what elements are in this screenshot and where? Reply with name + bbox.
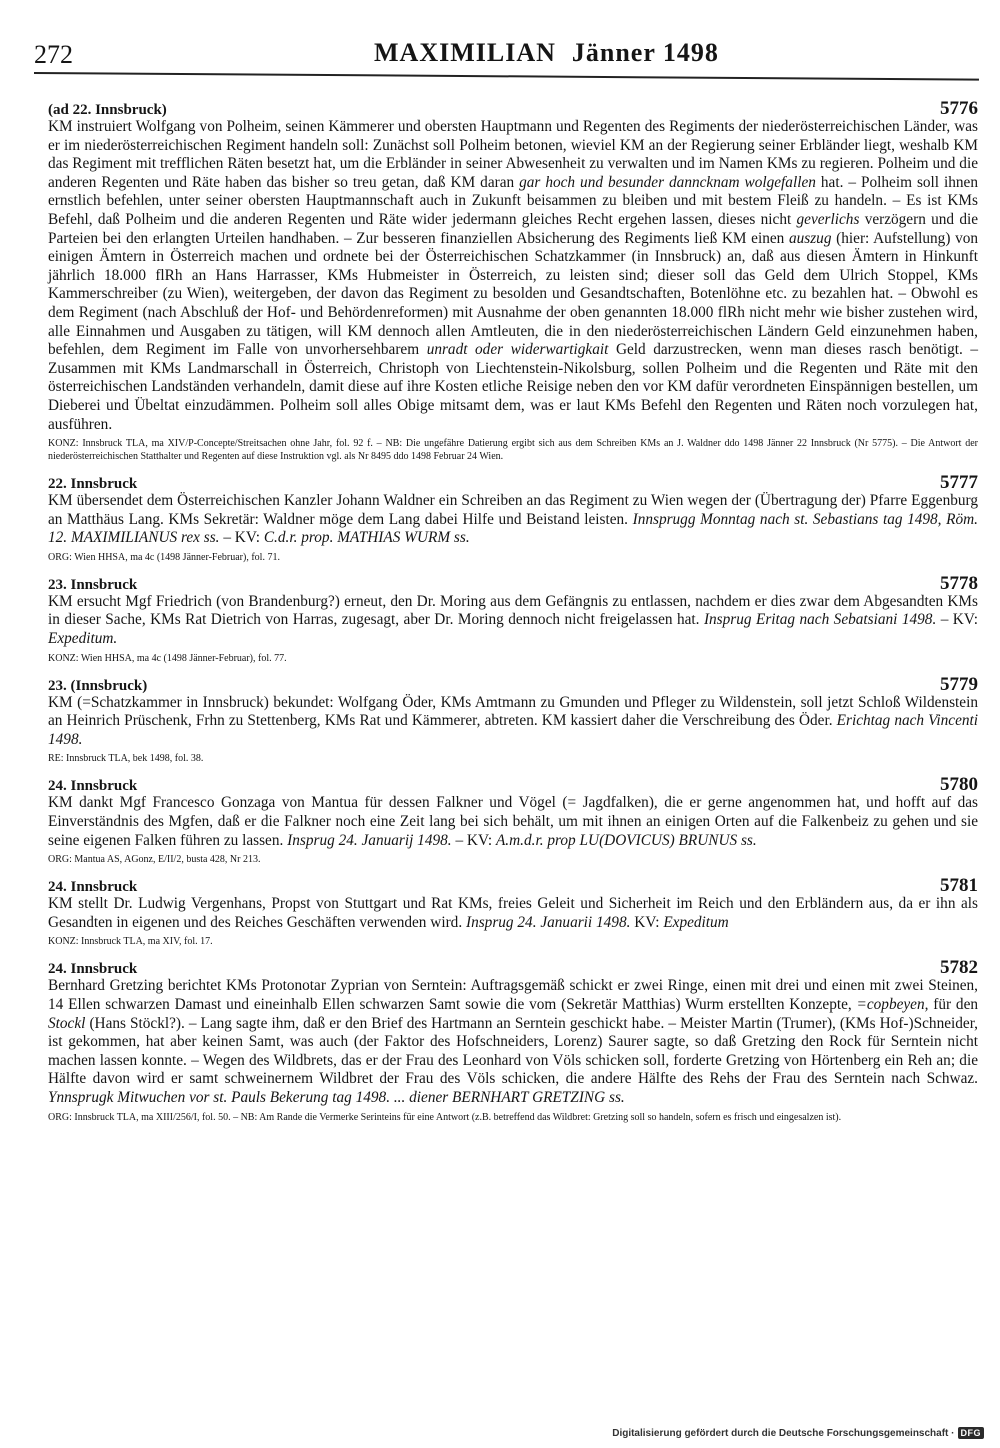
entry-heading <box>48 98 978 118</box>
entry-heading <box>48 573 978 593</box>
regest-entry-5777 <box>48 472 978 564</box>
entry-heading <box>48 875 978 895</box>
page-number: 272 <box>34 40 73 69</box>
entry-quote: Stockl <box>48 1014 86 1032</box>
entry-text-part: KM dankt Mgf Francesco Gonzaga von Mantua für dessen Falkner und Vögel (= Jagdfalken), die er gerne angenommen hat, und hofft auf das Einverständnis des Mgfen, daß er die Falkner noch eine Zeit lang bei sich behält, um mit ihnen an einigen Orten auf die Falkenbeiz zu gehen und sie seine eigenen Falken führen zu lassen. <box>48 794 978 849</box>
entry-quote: unradt oder widerwartigkait <box>426 341 609 359</box>
page-header <box>34 38 979 72</box>
entry-date-place: 24. Innsbruck <box>48 961 138 978</box>
kv-note: Expeditum. <box>48 630 118 648</box>
entry-heading <box>48 674 978 694</box>
entry-text-part: hat. – Polheim soll ihnen ernstlich befehlen, unter seiner obersten Hauptmannschaft auch in Zukunft beisammen zu bleiben und mit bestem Fleiß zu handeln. – Es ist KMs Befehl, daß Polheim und die anderen Regenten und Räte wider jedermann gleiches Recht ergehen lassen, dieses nicht <box>48 173 978 228</box>
credit-text: Digitalisierung gefördert durch die Deutsche Forschungsgemeinschaft · <box>612 1427 955 1439</box>
source-note: KONZ: Innsbruck TLA, ma XIV, fol. 17. <box>48 936 213 948</box>
entry-text-part: für den <box>933 996 979 1013</box>
entry-quote: gar hoch und besunder danncknam wolgefallen <box>519 173 816 191</box>
running-head-title: MAXIMILIAN <box>374 38 556 67</box>
regest-list <box>48 98 978 1133</box>
entry-date-place: 22. Innsbruck <box>48 476 138 493</box>
source-note: KONZ: Wien HHSA, ma 4c (1498 Jänner-Februar), fol. 77. <box>48 652 287 664</box>
header-rule <box>34 72 979 81</box>
entry-text-part: KM stellt Dr. Ludwig Vergenhans, Propst von Stuttgart und Rat KMs, freies Geleit und Sicherheit im Reich und den Erbländern aus, da er ihn als Gesandten in eigenen und des Reiches Geschäften verwenden wird. <box>48 895 978 931</box>
source-note: ORG: Innsbruck TLA, ma XIII/256/I, fol. 50. – NB: Am Rande die Vermerke Serinteins für eine Antwort (z.B. betreffend das Wildbret: Gretzing soll so handeln, sofern es frisch und eingesalzen ist). <box>48 1111 842 1123</box>
entry-text-part: KM instruiert Wolfgang von Polheim, seinen Kämmerer und obersten Hauptmann und Regenten des Regiments der niederösterreichischen Länder, was er im niederösterreichischen Regiment handeln soll: Zunächst soll Polheim betonen, wieviel KM an der Regierung seiner Erbländer liegt, weshalb KM das Regiment mit trefflichen Räten besetzt hat, um die Erbländer in seiner Abwesenheit zu verwalten und im Namen KMs zu regieren. Polheim und die anderen Regenten und Räte haben das bisher so treu getan, daß KM daran <box>48 118 978 191</box>
entry-text <box>48 895 978 932</box>
entry-text <box>48 118 978 434</box>
kv-label: – KV: <box>940 611 979 629</box>
source-note: RE: Innsbruck TLA, bek 1498, fol. 38. <box>48 753 204 765</box>
entry-dating: Erichtag nach Vincenti 1498. <box>48 712 979 748</box>
entry-heading <box>48 774 978 794</box>
kv-note: Expeditum <box>663 913 729 931</box>
regest-entry-5778 <box>48 573 978 665</box>
regest-entry-5780 <box>48 774 978 866</box>
source-note: KONZ: Innsbruck TLA, ma XIV/P-Concepte/Streitsachen ohne Jahr, fol. 92 f. – NB: Die ungefähre Datierung ergibt sich aus dem Schreiben KMs an J. Waldner ddo 1498 Jänner 22 Innsbruck (Nr 5775). – Die Antwort der niederösterreichischen Statthalter und Regenten auf diese Instruktion vgl. als Nr 8495 ddo 1498 Februar 24 Wien. <box>48 438 978 463</box>
kv-label: – KV: <box>223 529 261 547</box>
entry-number: 5781 <box>940 875 978 897</box>
regest-entry-5781 <box>48 875 978 948</box>
entry-date-place: 24. Innsbruck <box>48 778 138 795</box>
entry-number: 5778 <box>940 572 978 594</box>
entry-number: 5780 <box>940 774 978 796</box>
entry-text <box>48 593 978 649</box>
running-head-date: Jänner 1498 <box>571 38 719 67</box>
entry-text <box>48 794 978 850</box>
entry-text-part: KM ersucht Mgf Friedrich (von Brandenburg?) erneut, den Dr. Moring aus dem Gefängnis zu entlassen, nachdem er dies zwar dem Abgesandten KMs in dieser Sache, KMs Rat Dietrich von Harras, zugesagt, aber Dr. Moring dennoch nicht freigelassen hat. <box>48 592 978 629</box>
digitization-credit <box>612 1427 984 1439</box>
entry-dating: Insprug Eritag nach Sebatsiani 1498. <box>703 611 937 629</box>
regest-entry-5779 <box>48 674 978 766</box>
entry-quote: =copbeyen, <box>856 996 929 1013</box>
entry-text-part: (Hans Stöckl?). – Lang sagte ihm, daß er den Brief des Hartmann an Serntein geschickt habe. – Meister Martin (Trumer), (KMs Hof-)Schneider, ist gekommen, hat aber keinen Samt, was auch (der Faktor des Hofschneiders, Lorenz) Saurer sagte, so daß Gretzing den Rock für Serntein nicht machen lassen konnte. – Wegen des Wildbrets, das er der Frau des Leonhard von Völs schicken soll, forderte Gretzing von Hörtenberg ein Reh an; die Hälfte davon wird er samt schweinernem Wildbret der Frau des Völs schicken, die andere Hälfte des Rehs der Frau des Serntein nach Schwaz. <box>48 1014 978 1088</box>
running-head <box>374 38 719 68</box>
entry-text-part: KM übersendet dem Österreichischen Kanzler Johann Waldner ein Schreiben an das Regiment zu Wien wegen der (Übertragung der) Pfarre Eggenburg an Matthäus Lang. KMs Sekretär: Waldner möge dem Lang dabei Hilfe und Beistand leisten. <box>48 492 978 528</box>
entry-date-place: 24. Innsbruck <box>48 879 138 896</box>
source-note: ORG: Wien HHSA, ma 4c (1498 Jänner-Februar), fol. 71. <box>48 551 280 563</box>
entry-text-part: Bernhard Gretzing berichtet KMs Protonotar Zyprian von Serntein: Auftragsgemäß schickt er zwei Ringe, einen mit drei und einen mit zwei Steinen, 14 Ellen schwarzen Damast und eineinhalb Ellen schwarzen Samt sowie die vom (Sekretär Matthias) Wurm erstellten Konzepte, <box>48 977 978 1013</box>
entry-text-part: KM (=Schatzkammer in Innsbruck) bekundet: Wolfgang Öder, KMs Amtmann zu Gmunden und Pfleger zu Wildenstein, soll jetzt Schloß Wildenstein an Heinrich Prüschenk, Frhn zu Stettenberg, KMs Rat und Kämmerer, abtreten. KM kassiert daher die Verschreibung des Öder. <box>48 693 978 730</box>
entry-text-part: verzögern und die Parteien bei den erlangten Urteilen handhaben. – Zur besseren finanziellen Absicherung des Regiments ließ KM einen <box>48 210 979 247</box>
entry-date-place: 23. Innsbruck <box>48 576 138 593</box>
entry-number: 5776 <box>940 98 978 119</box>
entry-text-part: Geld darzustrecken, wenn man dieses rasch benötigt. – Zusammen mit KMs Landmarschall in Österreich, Christoph von Liechtenstein-Nikolsburg, sollen Polheim und die Regenten und Räte mit den österreichischen Landständen verhandeln, damit diese auf ihre Kosten etliche Reisige neben den vor KM dafür verordneten Einspännigen bestellen, um Dieberei und Übeltat einzudämmen. Polheim soll alles Obige mitsamt dem, was er laut KMs Befehl den Regenten und Räten noch vorzulegen hat, ausführen. <box>48 341 979 433</box>
kv-note: C.d.r. prop. MATHIAS WURM ss. <box>263 529 470 547</box>
entry-text <box>48 492 978 548</box>
entry-quote: geverlichs <box>796 210 860 228</box>
regest-entry-5782 <box>48 957 978 1123</box>
entry-dating: Insprug 24. Januarij 1498. <box>287 831 452 849</box>
entry-quote: auszug <box>788 229 832 247</box>
entry-dating: Insprug 24. Januarii 1498. <box>465 913 631 931</box>
dfg-logo: DFG <box>958 1427 985 1439</box>
entry-heading <box>48 472 978 492</box>
entry-text-part: (hier: Aufstellung) von einigen Ämtern in Österreich machen und ordnete bei der Österreichischen Schatzkammer (in Innsbruck) an, daß aus diesen Ämtern in Hinkunft jährlich 18.000 flRh an Hans Harrasser, KMs Hubmeister in Österreich, zu leisten sind; dieser soll das Geld dem Ulrich Stoppel, KMs Kammerschreiber (zu Wien), weitergeben, der davon das Regiment zu besolden und Gesandtschaften, Botenlöhne etc. zu bezahlen hat. – Obwohl es dem Regiment (nach Abschluß der Hof- und Behördenreformen) mit Ausnahme der oben genannten 18.000 flRh nicht mehr wie bisher zustehen wird, alle Einnahmen und Ausgaben zu tätigen, will KM dennoch allen Amtleuten, die in den niederösterreichischen Ländern Geld einzunehmen haben, befehlen, dem Regiment im Falle von unvorhersehbarem <box>48 229 979 359</box>
entry-text <box>48 977 978 1107</box>
entry-date-place: 23. (Innsbruck) <box>48 677 148 694</box>
kv-label: KV: <box>634 913 660 931</box>
entry-text <box>48 694 978 750</box>
entry-number: 5779 <box>940 673 978 695</box>
entry-date-place: (ad 22. Innsbruck) <box>48 102 167 118</box>
entry-heading <box>48 957 978 977</box>
kv-label: – KV: <box>455 831 493 849</box>
source-note: ORG: Mantua AS, AGonz, E/II/2, busta 428, Nr 213. <box>48 854 261 866</box>
entry-dating: Innsprugg Monntag nach st. Sebastians tag 1498, Röm. 12. MAXIMILIANUS rex ss. <box>48 510 978 547</box>
entry-number: 5782 <box>940 957 978 979</box>
entry-dating: Ynnsprugk Mitwuchen vor st. Pauls Bekerung tag 1498. ... diener BERNHART GRETZING ss. <box>48 1088 625 1106</box>
regest-entry-5776 <box>48 98 978 463</box>
kv-note: A.m.d.r. prop LU(DOVICUS) BRUNUS ss. <box>495 831 757 849</box>
entry-number: 5777 <box>940 472 978 494</box>
